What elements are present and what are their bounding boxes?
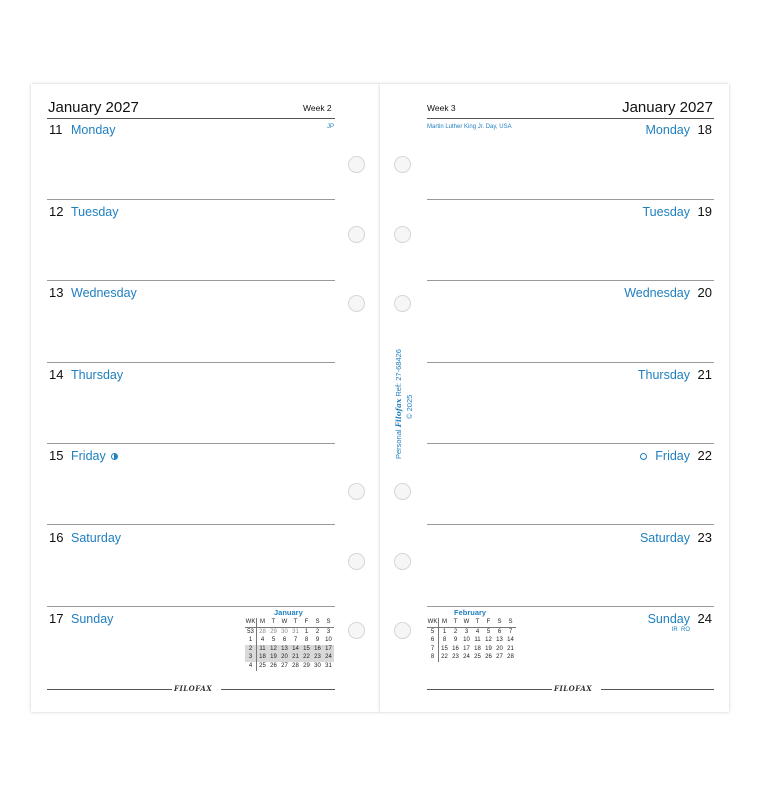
mini-day: 6 <box>282 637 287 644</box>
footer-rule <box>47 689 172 690</box>
mini-header: F <box>483 618 494 627</box>
day-name: Saturday <box>71 531 122 545</box>
mini-day: 26 <box>485 654 492 661</box>
day-number: 19 <box>697 204 712 219</box>
month-title: January 2027 <box>48 99 139 116</box>
holiday-note: IR RO <box>671 627 690 633</box>
mini-day: 17 <box>323 645 334 654</box>
day-number: 20 <box>697 285 712 300</box>
mini-calendar <box>427 618 516 662</box>
binder-hole <box>394 226 411 243</box>
mini-day: 25 <box>474 654 481 661</box>
binder-hole <box>394 156 411 173</box>
header-rule <box>47 118 335 119</box>
mini-day: 28 <box>507 654 514 661</box>
mini-week-number: 6 <box>427 636 439 645</box>
mini-day: 23 <box>452 654 459 661</box>
mini-header: S <box>323 618 334 627</box>
mini-week-number: 5 <box>427 627 439 636</box>
week-label: Week 3 <box>427 103 456 113</box>
mini-day: 9 <box>315 637 320 644</box>
mini-day: 4 <box>475 628 480 635</box>
mini-header: W <box>279 618 290 627</box>
mini-day: 5 <box>271 637 276 644</box>
day-name: Tuesday <box>71 205 119 219</box>
mini-header: M <box>257 618 269 627</box>
footer-rule <box>427 689 552 690</box>
mini-calendar-title: January <box>274 608 303 617</box>
mini-day: 8 <box>442 637 447 644</box>
mini-day: 12 <box>485 637 492 644</box>
mini-header: W <box>461 618 472 627</box>
mini-day: 1 <box>304 628 309 635</box>
binder-hole <box>348 226 365 243</box>
day-name: Monday <box>645 123 690 137</box>
day-number: 15 <box>49 448 64 463</box>
mini-week-number: 2 <box>245 645 257 654</box>
day-number: 23 <box>697 530 712 545</box>
binder-hole <box>348 483 365 500</box>
day-number: 16 <box>49 530 64 545</box>
mini-week-number: 3 <box>245 653 257 662</box>
mini-header: WK <box>245 618 257 627</box>
day-divider <box>427 199 714 200</box>
binder-hole <box>394 622 411 639</box>
day-divider <box>427 443 714 444</box>
mini-day: 30 <box>281 628 288 635</box>
binder-hole <box>348 156 365 173</box>
holiday-note: Martin Luther King Jr. Day, USA <box>427 124 512 130</box>
mini-day: 13 <box>279 645 290 654</box>
day-name: Thursday <box>637 368 690 382</box>
mini-calendar <box>245 618 334 671</box>
mini-day: 11 <box>474 637 481 644</box>
day-name: Tuesday <box>642 205 690 219</box>
mini-header: S <box>312 618 323 627</box>
day-number: 13 <box>49 285 64 300</box>
day-number: 17 <box>49 611 64 626</box>
spine-copyright: © 2025 <box>405 394 414 419</box>
mini-day: 24 <box>463 654 470 661</box>
mini-day: 18 <box>257 653 269 662</box>
mini-header: F <box>301 618 312 627</box>
footer-rule <box>221 689 335 690</box>
binder-hole <box>394 553 411 570</box>
day-name: Thursday <box>71 368 124 382</box>
mini-day: 23 <box>312 653 323 662</box>
mini-day: 22 <box>301 653 312 662</box>
day-name: Wednesday <box>71 286 137 300</box>
binder-hole <box>348 295 365 312</box>
mini-week-number: 4 <box>245 662 257 671</box>
mini-day: 19 <box>268 653 279 662</box>
spine-brand: Filofax <box>394 398 403 428</box>
mini-day: 3 <box>326 628 331 635</box>
mini-header: S <box>505 618 516 627</box>
mini-header: T <box>450 618 461 627</box>
mini-day: 14 <box>290 645 301 654</box>
mini-day: 29 <box>270 628 277 635</box>
mini-day: 2 <box>453 628 458 635</box>
mini-day: 22 <box>441 654 448 661</box>
header-rule <box>427 118 714 119</box>
mini-day: 16 <box>312 645 323 654</box>
day-name: Saturday <box>639 531 690 545</box>
mini-day: 15 <box>301 645 312 654</box>
filofax-logo: FILOFAX <box>174 684 213 693</box>
mini-day: 10 <box>463 637 470 644</box>
mini-day: 6 <box>497 628 502 635</box>
day-divider <box>47 362 335 363</box>
day-number: 14 <box>49 367 64 382</box>
day-divider <box>427 606 714 607</box>
mini-day: 19 <box>485 645 492 652</box>
day-divider <box>427 280 714 281</box>
day-number: 21 <box>697 367 712 382</box>
mini-day: 11 <box>257 645 269 654</box>
day-divider <box>47 443 335 444</box>
spine-size: Personal <box>394 429 403 459</box>
mini-day: 4 <box>260 637 265 644</box>
mini-calendar-title: February <box>454 608 487 617</box>
mini-day: 14 <box>507 637 514 644</box>
mini-day: 26 <box>270 662 277 669</box>
mini-day: 15 <box>441 645 448 652</box>
mini-day: 12 <box>268 645 279 654</box>
mini-day: 21 <box>290 653 301 662</box>
mini-day: 8 <box>304 637 309 644</box>
day-divider <box>427 524 714 525</box>
day-number: 12 <box>49 204 64 219</box>
mini-day: 29 <box>303 662 310 669</box>
mini-day: 9 <box>453 637 458 644</box>
first-quarter-moon-icon <box>111 453 118 460</box>
mini-day: 20 <box>279 653 290 662</box>
binder-hole <box>348 553 365 570</box>
mini-day: 3 <box>464 628 469 635</box>
mini-day: 27 <box>281 662 288 669</box>
binder-hole <box>348 622 365 639</box>
day-number: 24 <box>697 611 712 626</box>
mini-day: 31 <box>292 628 299 635</box>
day-divider <box>47 199 335 200</box>
mini-day: 1 <box>442 628 447 635</box>
mini-week-number: 1 <box>245 636 257 645</box>
mini-day: 16 <box>452 645 459 652</box>
mini-day: 7 <box>508 628 513 635</box>
binder-hole <box>394 483 411 500</box>
day-divider <box>47 524 335 525</box>
day-divider <box>47 606 335 607</box>
mini-header: T <box>290 618 301 627</box>
mini-day: 10 <box>325 637 332 644</box>
mini-header: T <box>268 618 279 627</box>
week-label: Week 2 <box>303 103 332 113</box>
holiday-note: JP <box>327 124 335 130</box>
mini-day: 18 <box>474 645 481 652</box>
day-divider <box>427 362 714 363</box>
mini-day: 7 <box>293 637 298 644</box>
mini-day: 2 <box>315 628 320 635</box>
day-number: 18 <box>697 122 712 137</box>
right-diary-page <box>380 84 729 712</box>
mini-day: 13 <box>496 637 503 644</box>
day-name: Friday <box>640 449 690 463</box>
mini-header: T <box>472 618 483 627</box>
mini-day: 28 <box>259 628 266 635</box>
mini-header: M <box>439 618 451 627</box>
spine-ref: Ref: 27-68426 <box>394 349 403 397</box>
mini-week-number: 8 <box>427 653 439 662</box>
mini-day: 20 <box>496 645 503 652</box>
day-number: 11 <box>49 122 63 137</box>
mini-day: 17 <box>463 645 470 652</box>
mini-day: 5 <box>486 628 491 635</box>
mini-header: S <box>494 618 505 627</box>
footer-rule <box>601 689 714 690</box>
mini-day: 27 <box>496 654 503 661</box>
mini-day: 21 <box>507 645 514 652</box>
mini-day: 24 <box>323 653 334 662</box>
day-name: Sunday <box>647 612 690 626</box>
month-title: January 2027 <box>622 99 713 116</box>
binder-hole <box>394 295 411 312</box>
mini-day: 25 <box>259 662 266 669</box>
day-name: Friday <box>71 449 118 463</box>
day-name: Wednesday <box>624 286 690 300</box>
filofax-logo: FILOFAX <box>554 684 593 693</box>
mini-week-number: 7 <box>427 645 439 654</box>
left-diary-page <box>31 84 380 712</box>
day-name: Sunday <box>71 612 114 626</box>
mini-day: 28 <box>292 662 299 669</box>
mini-week-number: 53 <box>245 627 257 636</box>
mini-day: 31 <box>325 662 332 669</box>
full-moon-icon <box>640 453 647 460</box>
day-name: Monday <box>71 123 116 137</box>
day-divider <box>47 280 335 281</box>
mini-header: WK <box>427 618 439 627</box>
mini-day: 30 <box>314 662 321 669</box>
day-number: 22 <box>697 448 712 463</box>
